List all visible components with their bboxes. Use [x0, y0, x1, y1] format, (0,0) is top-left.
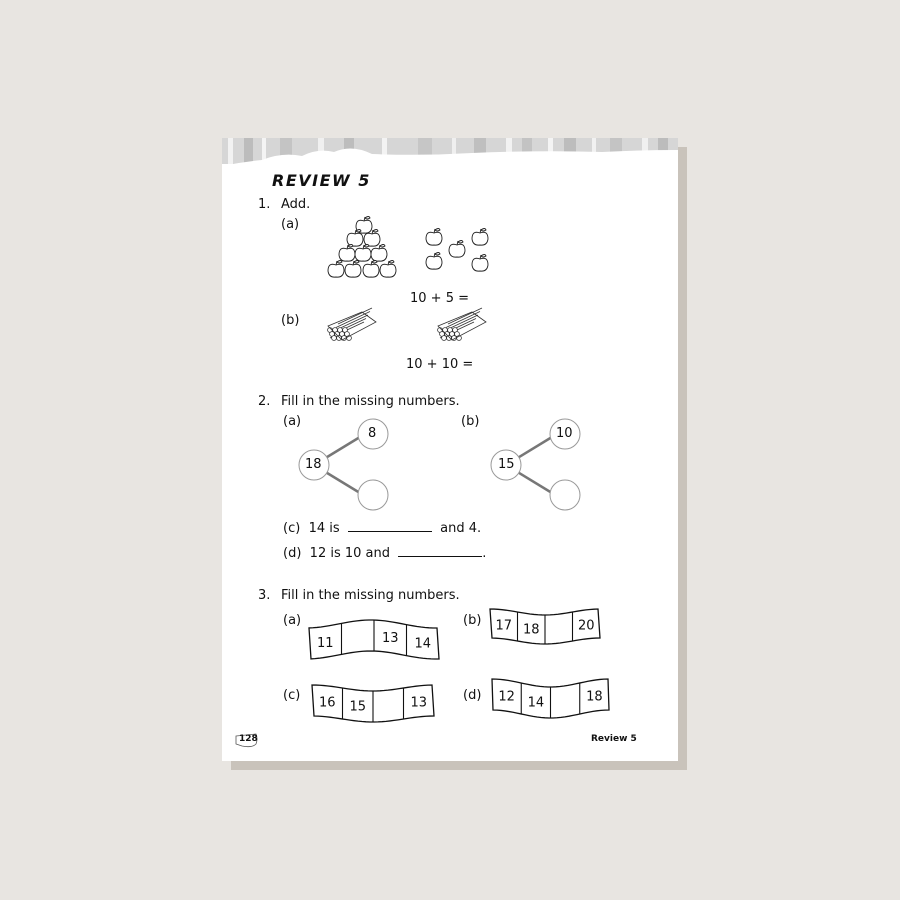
apple-icon — [472, 255, 488, 272]
q3b-label: (b) — [463, 613, 482, 628]
q2b-label: (b) — [461, 414, 480, 429]
apple-icon — [426, 229, 442, 246]
q2c-row — [283, 521, 481, 537]
q2b-whole: 15 — [498, 457, 515, 472]
footer-section: Review 5 — [591, 734, 637, 744]
q3-instruction: Fill in the missing numbers. — [281, 588, 460, 603]
q2c-answer-blank[interactable] — [348, 521, 432, 532]
q1-number: 1. — [258, 197, 271, 212]
apple-icon — [345, 261, 361, 278]
strip-cell-number: 17 — [495, 618, 513, 634]
q2-number: 2. — [258, 394, 271, 409]
apple-icon — [355, 245, 371, 262]
q2d-row — [283, 546, 486, 562]
stick-bundle-icon — [438, 308, 486, 340]
strip-cell-number: 14 — [527, 695, 545, 711]
q1a-label: (a) — [281, 217, 300, 232]
q2c-label: (c) — [283, 521, 301, 536]
q2b-part: 10 — [556, 426, 573, 441]
strip-cell-number: 18 — [522, 622, 540, 638]
q3a-label: (a) — [283, 613, 302, 628]
q1b-label: (b) — [281, 313, 300, 328]
page-title: REVIEW 5 — [272, 171, 371, 190]
apple-group-ten-icon — [328, 217, 396, 278]
apple-icon — [371, 245, 387, 262]
q2d-label: (d) — [283, 546, 302, 561]
q2c-text-after: and 4. — [440, 521, 482, 536]
strip-cell-number: 16 — [318, 695, 336, 711]
q2a-whole: 18 — [305, 457, 322, 472]
q1a-equation: 10 + 5 = — [410, 291, 469, 306]
apple-icon — [449, 241, 465, 258]
q1-instruction: Add. — [281, 197, 311, 212]
q2a-part: 8 — [368, 426, 377, 441]
stick-bundle-icon — [328, 308, 376, 340]
q2c-text-before: 14 is — [308, 521, 340, 536]
strip-cell-number: 13 — [410, 695, 428, 711]
strip-cell-number: 12 — [498, 689, 515, 705]
q2d-text-after: . — [482, 546, 487, 561]
apple-icon — [380, 261, 396, 278]
strip-cell-number: 13 — [381, 631, 399, 647]
apple-icon — [328, 261, 344, 278]
q2-instruction: Fill in the missing numbers. — [281, 394, 460, 409]
q3-number: 3. — [258, 588, 271, 603]
q2a-label: (a) — [283, 414, 302, 429]
page-number: 128 — [239, 734, 258, 744]
apple-icon — [472, 229, 488, 246]
number-strip-c — [312, 685, 434, 722]
number-strip-b — [490, 609, 600, 644]
strip-cell-number: 18 — [586, 689, 603, 705]
q2d-answer-blank[interactable] — [398, 546, 482, 557]
apple-icon — [426, 253, 442, 270]
worksheet-page — [222, 138, 678, 761]
strip-cell-number: 15 — [349, 699, 367, 715]
apple-icon — [339, 245, 355, 262]
number-strip-a — [309, 620, 439, 659]
apple-group-five-icon — [426, 229, 488, 272]
strip-cell-number: 20 — [577, 618, 595, 634]
strip-cell-number: 11 — [316, 635, 334, 651]
strip-cell-number: 14 — [414, 636, 432, 652]
q2d-text-before: 12 is 10 and — [309, 546, 390, 561]
number-strip-d — [492, 679, 609, 718]
q1b-equation: 10 + 10 = — [406, 357, 474, 372]
q3c-label: (c) — [283, 688, 301, 703]
q3d-label: (d) — [463, 688, 482, 703]
apple-icon — [363, 261, 379, 278]
